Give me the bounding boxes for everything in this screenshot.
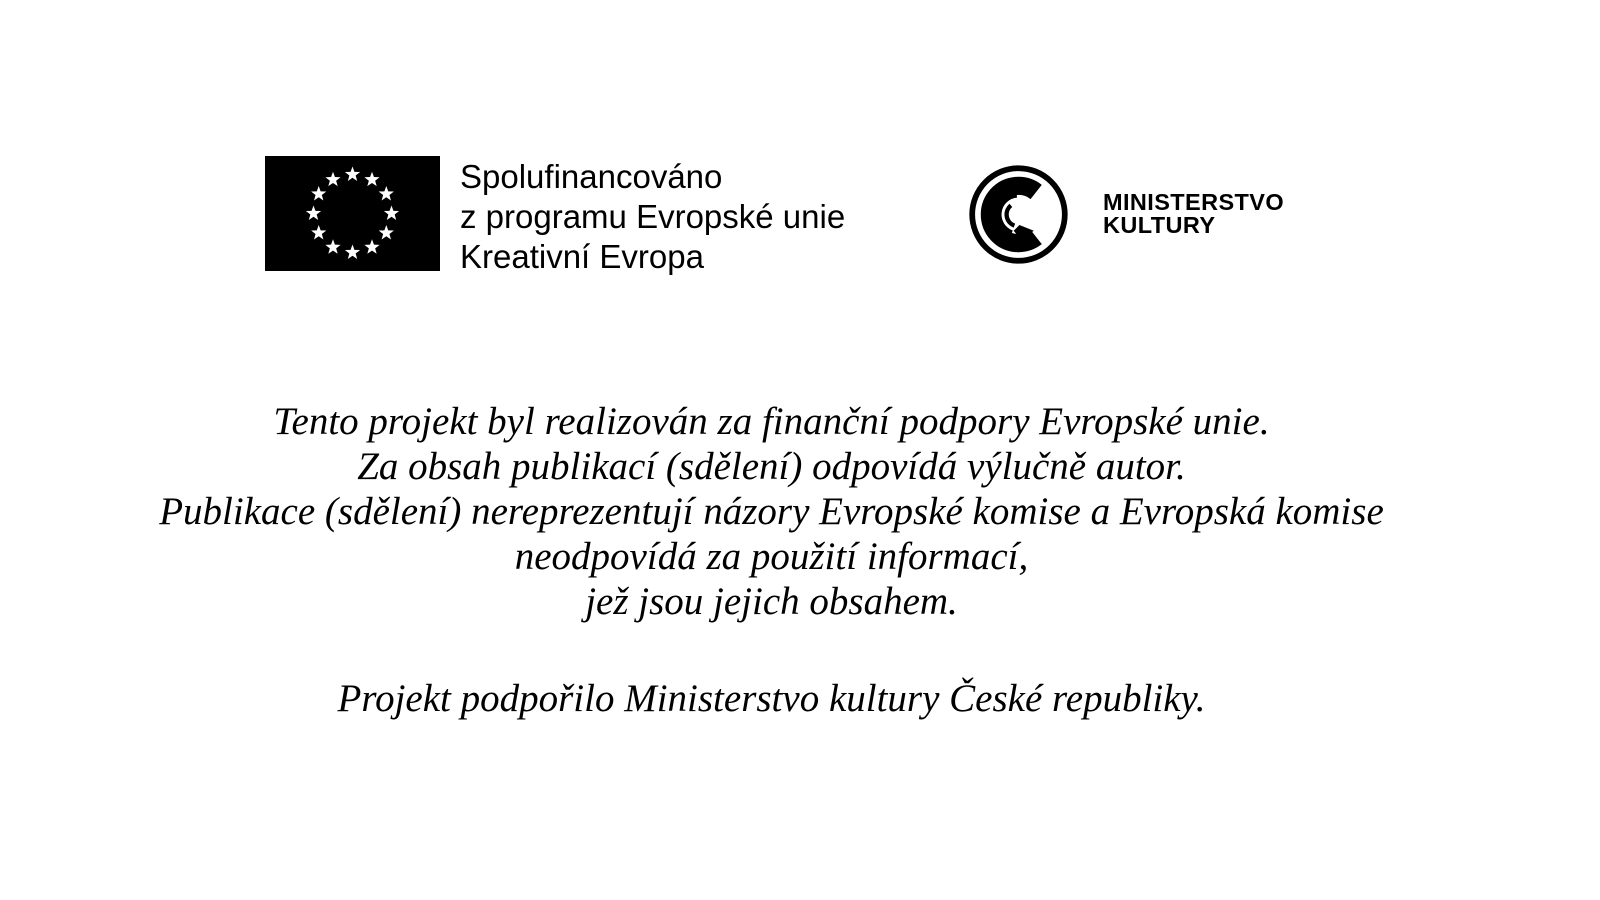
disclaimer-statement — [0, 399, 1543, 721]
eu-funding-text-line: z programu Evropské unie — [460, 198, 846, 235]
disclaimer-line: Za obsah publikací (sdělení) odpovídá výlučně autor. — [357, 445, 1186, 488]
disclaimer-line: jež jsou jejich obsahem. — [585, 580, 958, 623]
eu-flag-icon — [265, 156, 440, 271]
ministry-text-line: KULTURY — [1103, 212, 1216, 238]
ministry-text — [1103, 191, 1284, 237]
eu-funding-text-line: Spolufinancováno — [460, 158, 723, 195]
eu-funding-text-line: Kreativní Evropa — [460, 238, 704, 275]
eu-funding-text — [460, 157, 845, 277]
disclaimer-line: Publikace (sdělení) nereprezentují názory Evropské komise a Evropská komise — [159, 490, 1384, 533]
support-line: Projekt podpořilo Ministerstvo kultury České republiky. — [337, 677, 1206, 720]
ministry-of-culture-logo — [966, 162, 1285, 267]
ministry-text-line: MINISTERSTVO — [1103, 189, 1285, 215]
disclaimer-line: Tento projekt byl realizován za finanční podpory Evropské unie. — [273, 400, 1270, 443]
paragraph-spacer — [0, 624, 1543, 676]
disclaimer-line: neodpovídá za použití informací, — [514, 535, 1029, 578]
eu-funding-logo — [265, 156, 846, 275]
ministry-c-icon — [966, 162, 1071, 267]
